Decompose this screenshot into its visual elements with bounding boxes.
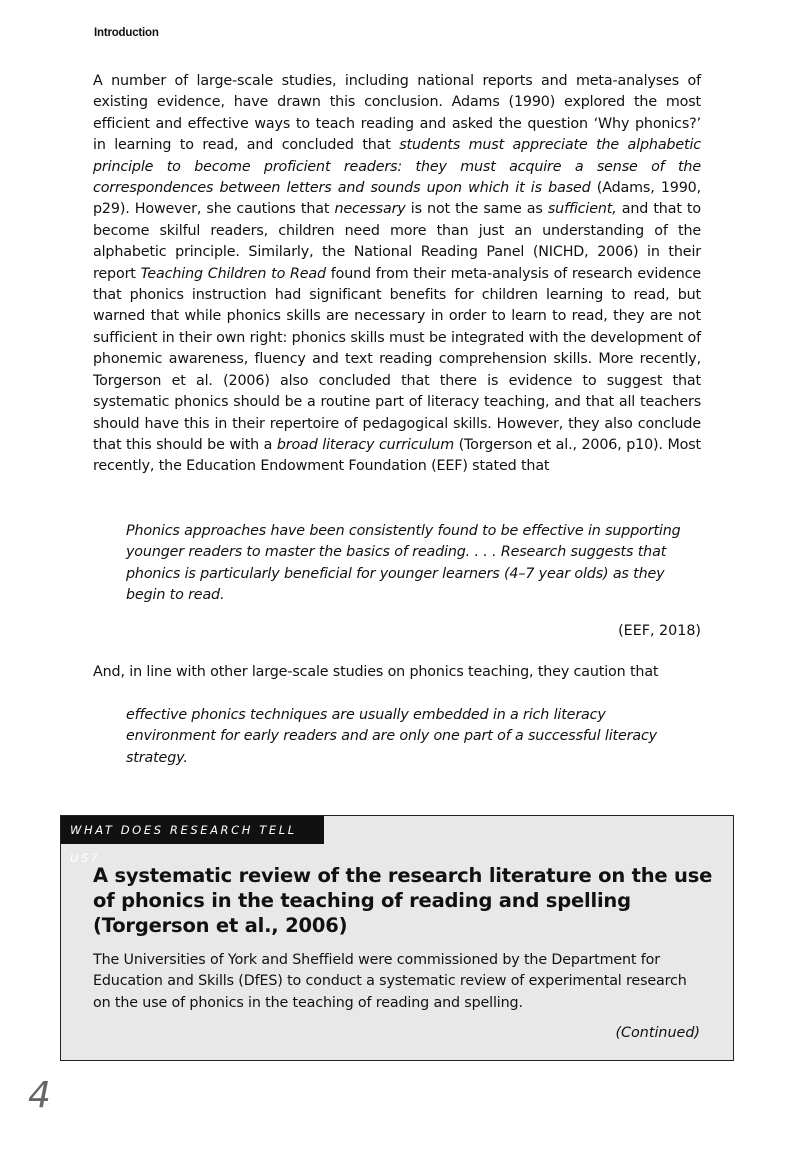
paragraph-emphasis: broad literacy curriculum — [276, 436, 454, 453]
eef-citation: (EEF, 2018) — [618, 623, 701, 639]
paragraph-text: found from their meta-analysis of research evidence that phonics instruction had significant benefits for children learning to read, but warned that while phonics skills are necessary in order to learn to read, they are not sufficient in their own right: phonics skills must be integrated with the development of phonemic awareness, fluency and text reading comprehension skills. More recently, Torgerson et al. (2006) also concluded that there is evidence to suggest that systematic phonics should be a routine part of literacy teaching, and that all teachers should have this in their repertoire of pedagogical skills. However, they also conclude that this should be with a — [93, 265, 701, 453]
research-box — [60, 815, 734, 1061]
eef-block-quote: Phonics approaches have been consistently found to be effective in supporting younger readers to master the basics of reading. . . . Research suggests that phonics is particularly beneficial for younger learners (4–7 year olds) as they begin to read. — [126, 523, 681, 604]
paragraph-text: A number of large-scale studies, including national reports and meta-analyses of existing evidence, have drawn this conclusion. Adams (1990) explored the most efficient and effective ways to teach reading and asked the question ‘Why phonics?’ in learning to read, and concluded that — [93, 73, 701, 154]
continued-label: (Continued) — [615, 1025, 700, 1041]
page-number: 4 — [28, 1075, 51, 1116]
caution-block-quote: effective phonics techniques are usually embedded in a rich literacy environment for early readers and are only one part of a successful literacy strategy. — [126, 707, 657, 766]
paragraph-emphasis: sufficient, — [547, 201, 617, 218]
paragraph-text: (Torgerson et al., 2006, p10). Most recently, the Education Endowment Foundation (EEF) stated that — [93, 436, 702, 475]
main-paragraph — [93, 71, 701, 478]
paragraph-text: (Adams, 1990, p29). However, she cautions that — [93, 180, 702, 218]
lead-in-paragraph: And, in line with other large-scale studies on phonics teaching, they caution that — [93, 664, 659, 680]
paragraph-emphasis: Teaching Children to Read — [140, 265, 326, 282]
paragraph-emphasis: necessary — [334, 201, 406, 218]
research-box-tab: WHAT DOES RESEARCH TELL US? — [61, 816, 324, 844]
paragraph-text: is not the same as — [405, 201, 548, 218]
paragraph-emphasis: students must appreciate the alphabetic principle to become proficient readers: they must acquire a sense of the correspondences between letters and sounds upon which it is based — [93, 137, 701, 197]
research-box-body: The Universities of York and Sheffield were commissioned by the Department for Education and Skills (DfES) to conduct a systematic review of experimental research on the use of phonics in the teaching of reading and spelling. — [93, 952, 687, 1011]
research-box-title: A systematic review of the research literature on the use of phonics in the teaching of reading and spelling (Torgerson et al., 2006) — [93, 864, 713, 937]
paragraph-text: and that to become skilful readers, children need more than just an understanding of the alphabetic principle. Similarly, the National Reading Panel (NICHD, 2006) in their report — [93, 201, 701, 282]
running-head: Introduction — [94, 27, 159, 39]
